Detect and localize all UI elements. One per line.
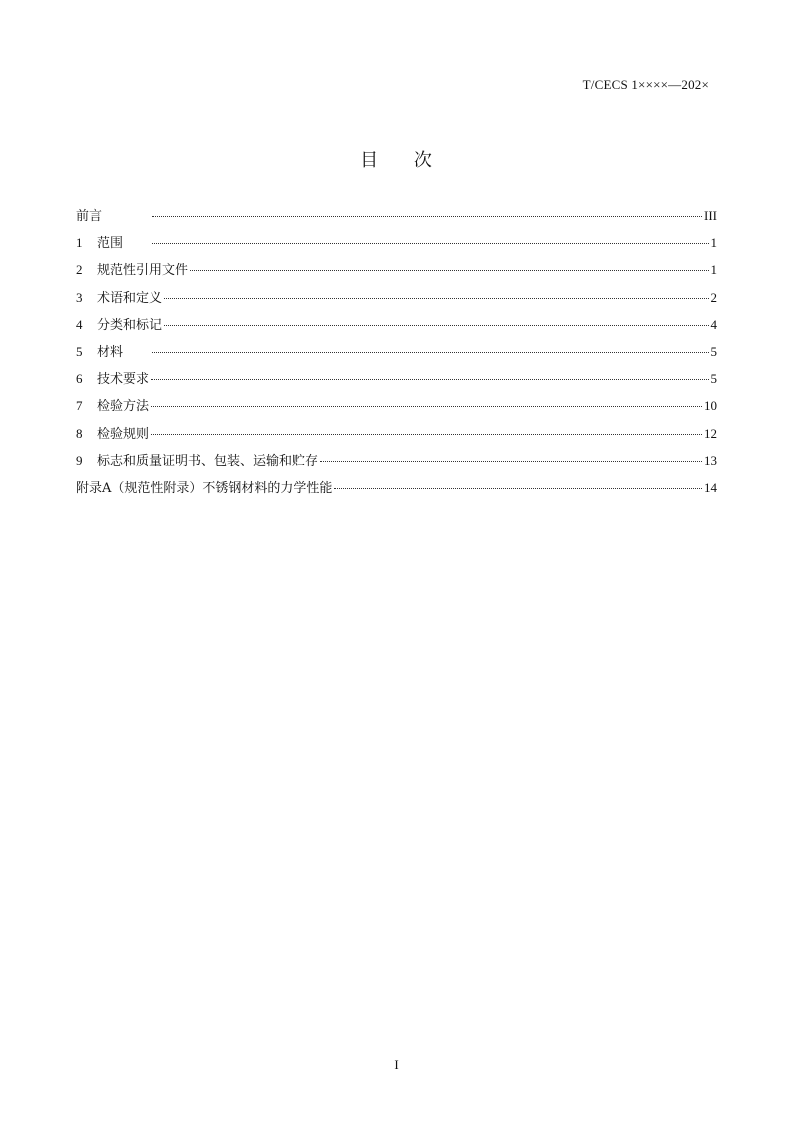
toc-leader-dots [152,216,702,217]
toc-entry-label: 标志和质量证明书、包装、运输和贮存 [97,453,319,469]
toc-entry-page: 1 [710,235,717,251]
toc-leader-dots [320,461,702,462]
toc-entry-marking-packaging-transport[interactable] [76,450,717,477]
toc-leader-dots [151,379,708,380]
toc-entry-number: 8 [76,425,83,441]
toc-entry-number: 3 [76,289,83,305]
toc-leader-dots [152,352,709,353]
toc-entry-page: 14 [704,479,717,495]
toc-leader-dots [164,325,708,326]
page-number: I [394,1057,399,1072]
toc-leader-dots [151,434,702,435]
toc-leader-dots [151,406,702,407]
toc-entry-label: 检验规则 [97,426,150,442]
toc-entry-page: 13 [704,452,717,468]
toc-entry-scope[interactable] [76,232,717,259]
toc-entry-page: 2 [710,289,717,305]
toc-leader-dots [164,298,708,299]
toc-entry-label: 规范性引用文件 [97,263,189,279]
toc-entry-number: 5 [76,343,83,359]
toc-entry-preface[interactable] [76,205,717,232]
toc-entry-page: 10 [704,398,717,414]
toc-entry-normative-references[interactable] [76,259,717,286]
toc-entry-number: 1 [76,235,83,251]
toc-entry-inspection-rules[interactable] [76,423,717,450]
toc-entry-number: 9 [76,452,83,468]
toc-entry-label: 分类和标记 [97,317,163,333]
toc-entry-page: 12 [704,425,717,441]
toc-entry-number: 6 [76,371,83,387]
toc-leader-dots [152,243,709,244]
toc-entry-page: III [704,208,717,223]
toc-entry-page: 5 [710,343,717,359]
toc-entry-label: 技术要求 [97,372,150,388]
toc-title: 目 次 [360,150,433,171]
toc-entry-terms-definitions[interactable] [76,287,717,314]
toc-entry-materials[interactable] [76,341,717,368]
toc-entry-page: 1 [710,262,717,278]
toc-entry-technical-requirements[interactable] [76,368,717,395]
document-code: T/CECS 1××××—202× [582,77,709,92]
toc-entry-appendix-a[interactable] [76,477,717,504]
toc-entry-number: 4 [76,316,83,332]
toc-leader-dots [190,270,708,271]
toc-entry-page: 4 [710,316,717,332]
toc-entry-label: 附录A（规范性附录）不锈钢材料的力学性能 [76,480,333,496]
toc-entry-label: 范围 [97,236,124,252]
toc-entry-number: 2 [76,262,83,278]
toc-entry-number: 7 [76,398,83,414]
toc-entry-label: 检验方法 [97,399,150,415]
toc-entry-test-methods[interactable] [76,395,717,422]
toc-leader-dots [334,488,702,489]
table-of-contents [76,205,717,504]
toc-entry-page: 5 [710,371,717,387]
toc-entry-label: 前言 [76,209,103,224]
toc-entry-label: 术语和定义 [97,290,163,306]
toc-entry-label: 材料 [97,344,124,360]
toc-entry-classification-marking[interactable] [76,314,717,341]
